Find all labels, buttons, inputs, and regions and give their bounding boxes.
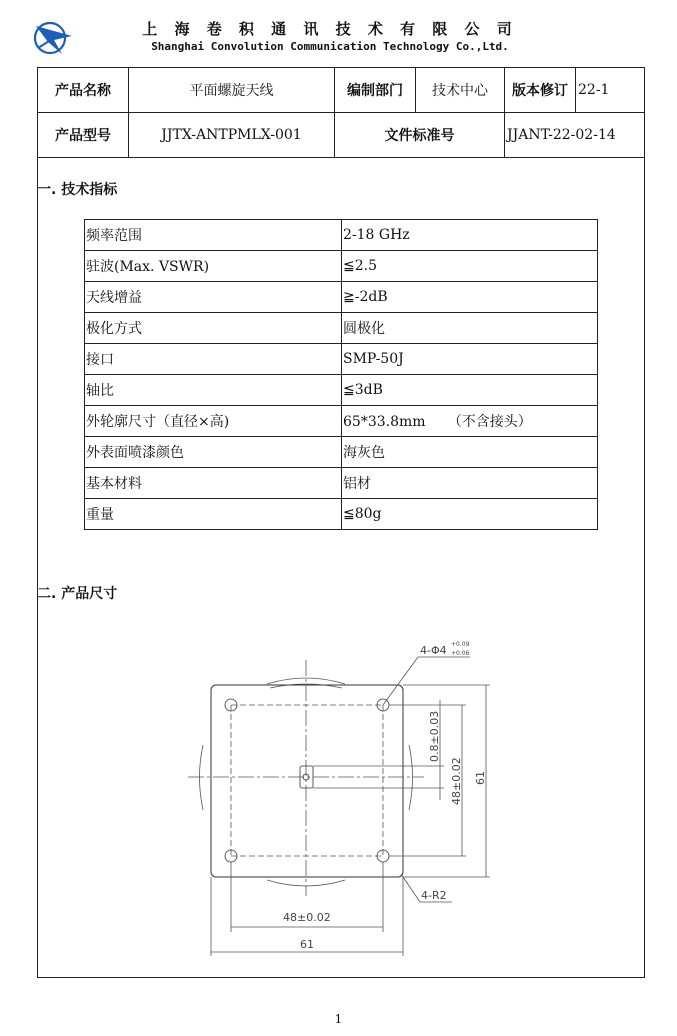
table-row [85, 344, 598, 375]
doc-no-value: JJANT-22-02-14 [505, 113, 645, 158]
table-row [85, 282, 598, 313]
spec-key: 轴比 [85, 375, 342, 406]
square-plate [211, 685, 403, 877]
page-number: 1 [334, 1012, 343, 1026]
dim-hole-spacing-v: 48±0.02 [450, 757, 463, 805]
dim-slot: 0.8±0.03 [428, 710, 441, 762]
hole-tol-upper: +0.09 [451, 641, 470, 648]
spec-value: ≦2.5 [342, 251, 598, 282]
hole-tol-lower: +0.06 [451, 650, 470, 657]
product-name-value: 平面螺旋天线 [129, 68, 335, 113]
product-name-label: 产品名称 [38, 68, 129, 113]
spec-value: 海灰色 [342, 437, 598, 468]
table-row [85, 251, 598, 282]
dept-value: 技术中心 [416, 68, 505, 113]
table-row [85, 313, 598, 344]
body-arc-right [409, 745, 413, 810]
spec-key: 外表面喷漆颜色 [85, 437, 342, 468]
spec-value: 65*33.8mm （不含接头） [342, 406, 598, 437]
dim-size-h: 61 [300, 938, 314, 951]
spec-key: 驻波(Max. VSWR) [85, 251, 342, 282]
spec-value: 2-18 GHz [342, 220, 598, 251]
version-label: 版本修订 [505, 68, 576, 113]
version-value: 22-1 [576, 68, 645, 113]
spec-table [84, 219, 598, 530]
section-title-dimensions: 二. 产品尺寸 [37, 586, 118, 602]
spec-value: 圆极化 [342, 313, 598, 344]
hole-note: 4-Φ4 [420, 644, 447, 657]
spec-key: 天线增益 [85, 282, 342, 313]
spec-value: SMP-50J [342, 344, 598, 375]
header-table [37, 67, 645, 158]
spec-key: 频率范围 [85, 220, 342, 251]
dept-label: 编制部门 [335, 68, 416, 113]
dimension-drawing [180, 636, 500, 956]
body-arc-left [200, 745, 204, 810]
radius-leader [401, 874, 420, 902]
spec-key: 接口 [85, 344, 342, 375]
spec-key: 极化方式 [85, 313, 342, 344]
doc-no-label: 文件标准号 [335, 113, 505, 158]
dim-size-v: 61 [474, 771, 487, 785]
spec-key: 外轮廓尺寸（直径×高) [85, 406, 342, 437]
spec-key: 基本材料 [85, 468, 342, 499]
table-row [85, 375, 598, 406]
spec-key: 重量 [85, 499, 342, 530]
hole-leader [383, 657, 418, 705]
spec-value: 铝材 [342, 468, 598, 499]
spec-value: ≦80g [342, 499, 598, 530]
spec-value: ≦3dB [342, 375, 598, 406]
model-value: JJTX-ANTPMLX-001 [129, 113, 335, 158]
dim-hole-spacing-h: 48±0.02 [283, 911, 331, 924]
table-row [85, 468, 598, 499]
table-row [85, 437, 598, 468]
corner-radius-note: 4-R2 [421, 889, 447, 902]
model-label: 产品型号 [38, 113, 129, 158]
spec-value: ≧-2dB [342, 282, 598, 313]
table-row [85, 499, 598, 530]
company-name-en: Shanghai Convolution Communication Technology Co.,Ltd. [151, 40, 509, 53]
company-logo [32, 16, 76, 58]
section-title-specs: 一. 技术指标 [37, 182, 118, 198]
table-row [85, 220, 598, 251]
table-row [85, 406, 598, 437]
company-name-cn: 上 海 卷 积 通 讯 技 术 有 限 公 司 [142, 20, 518, 38]
